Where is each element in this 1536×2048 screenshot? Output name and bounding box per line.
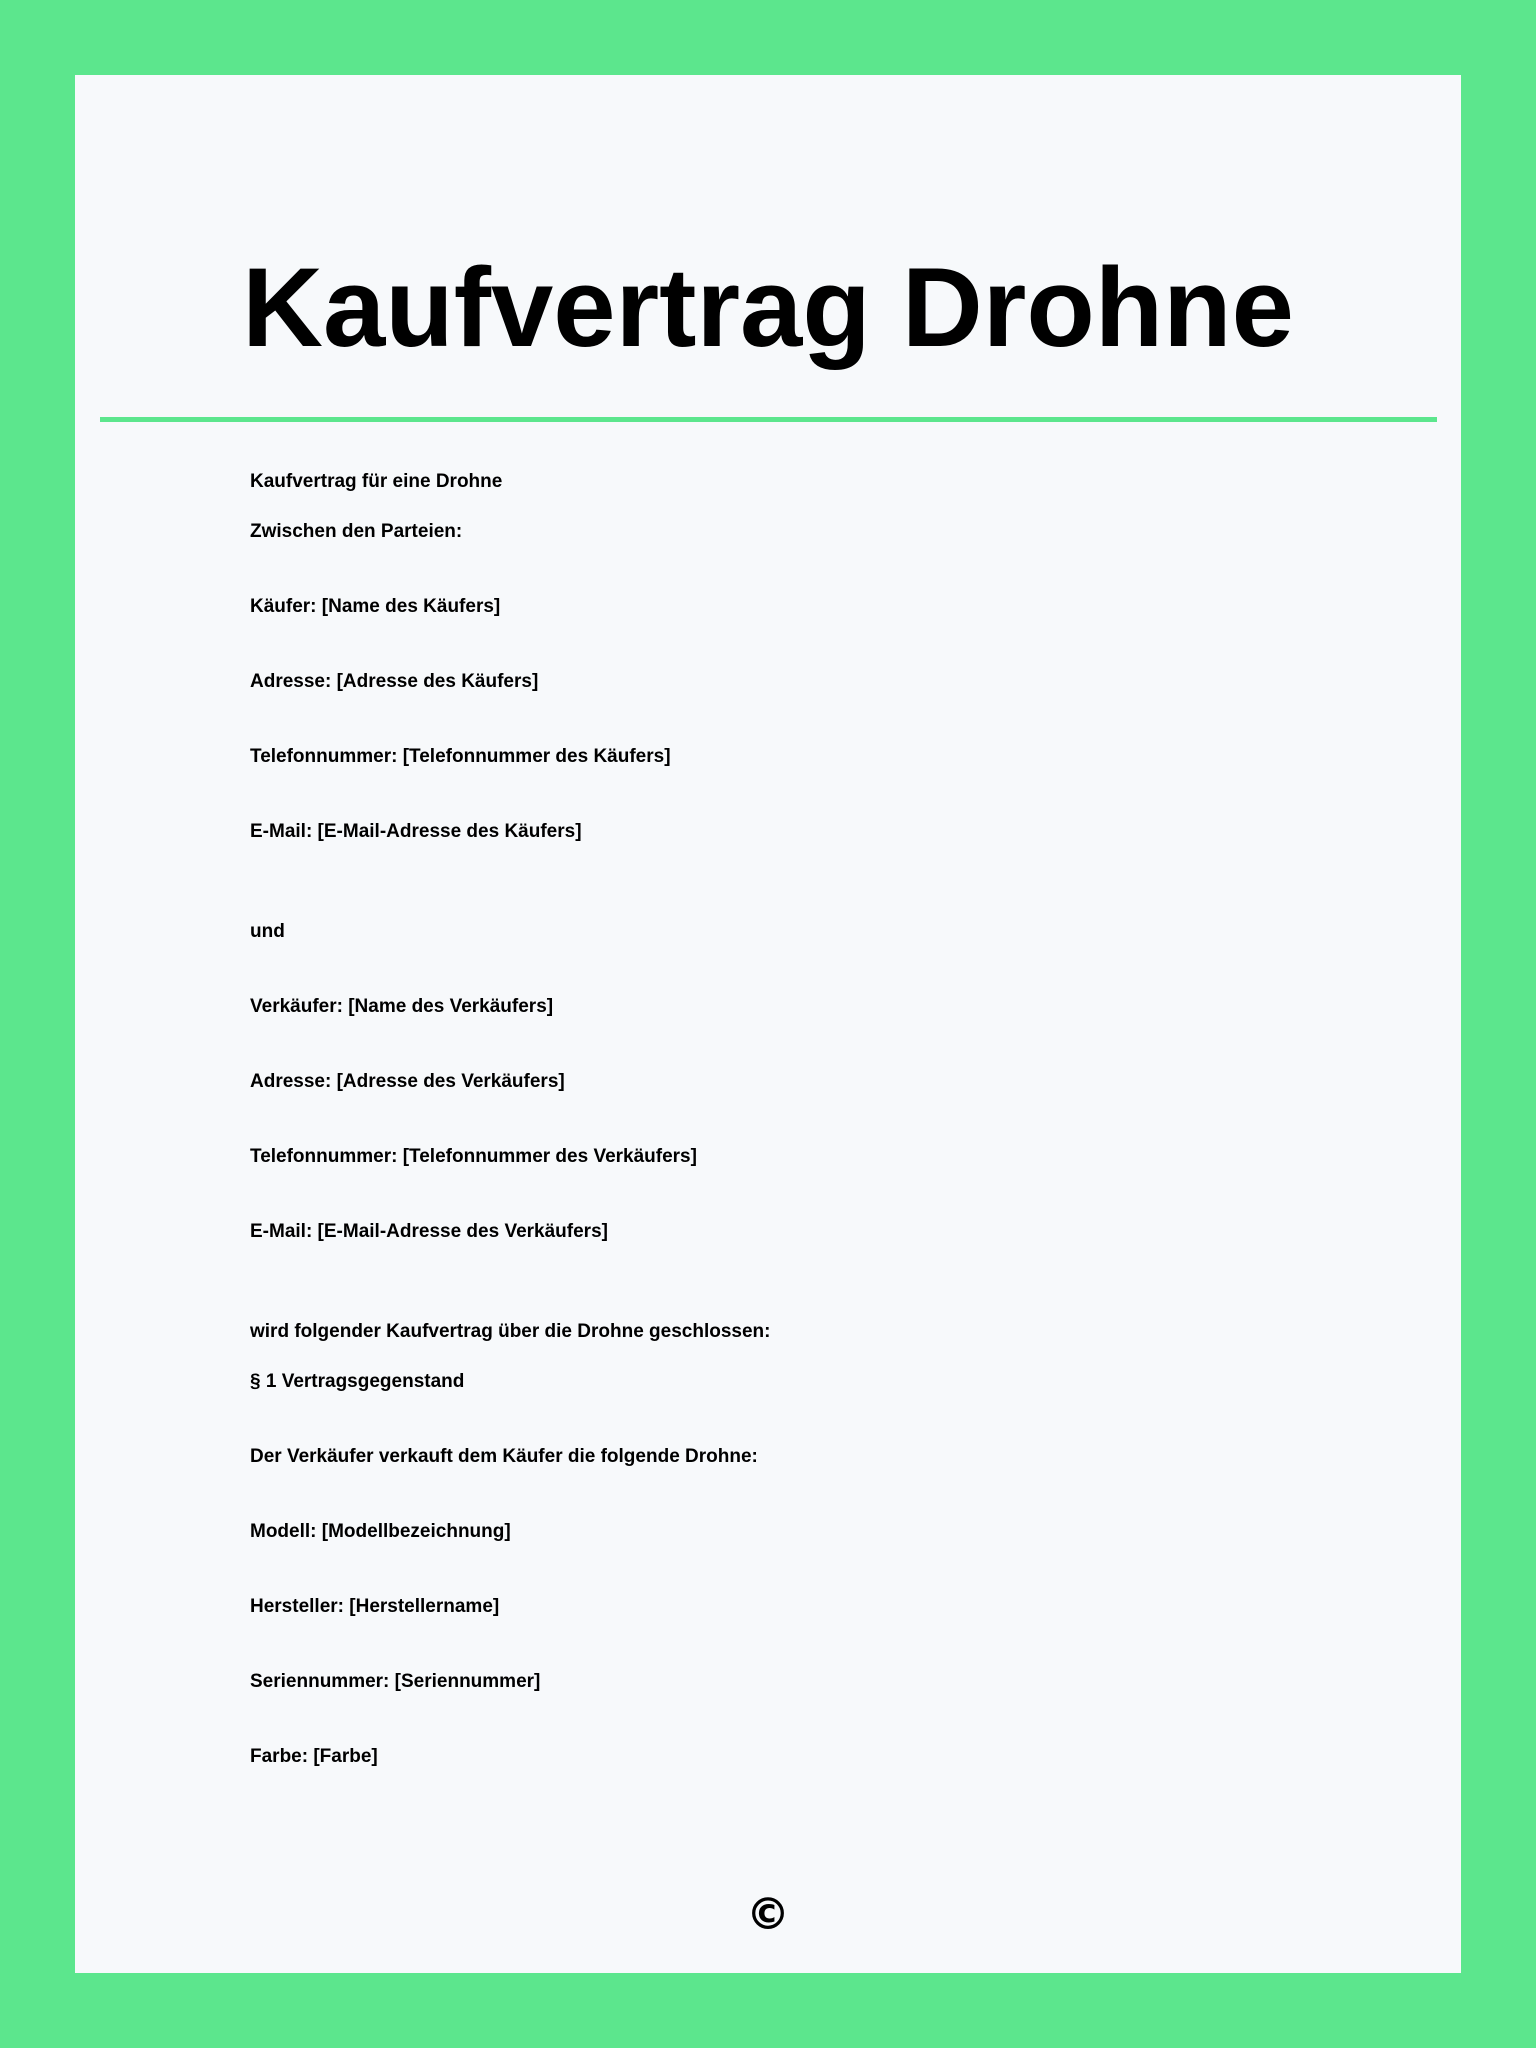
- buyer-name-line: Käufer: [Name des Käufers]: [250, 596, 501, 617]
- color-line: Farbe: [Farbe]: [250, 1746, 378, 1767]
- seller-email-line: E-Mail: [E-Mail-Adresse des Verkäufers]: [250, 1221, 608, 1242]
- conjunction-line: und: [250, 921, 285, 942]
- model-line: Modell: [Modellbezeichnung]: [250, 1521, 511, 1542]
- seller-phone-line: Telefonnummer: [Telefonnummer des Verkäufers]: [250, 1146, 697, 1167]
- buyer-address-line: Adresse: [Adresse des Käufers]: [250, 671, 539, 692]
- sale-object-line: Der Verkäufer verkauft dem Käufer die folgende Drohne:: [250, 1446, 758, 1467]
- seller-name-line: Verkäufer: [Name des Verkäufers]: [250, 996, 554, 1017]
- seller-address-line: Adresse: [Adresse des Verkäufers]: [250, 1071, 565, 1092]
- parties-intro: Zwischen den Parteien:: [250, 521, 463, 542]
- title-divider: [100, 417, 1437, 422]
- manufacturer-line: Hersteller: [Herstellername]: [250, 1596, 500, 1617]
- buyer-email-line: E-Mail: [E-Mail-Adresse des Käufers]: [250, 821, 582, 842]
- contract-intro-line: wird folgender Kaufvertrag über die Drohne geschlossen:: [250, 1321, 771, 1342]
- serial-number-line: Seriennummer: [Seriennummer]: [250, 1671, 541, 1692]
- document-title: Kaufvertrag Drohne: [242, 245, 1294, 370]
- copyright-icon: ©: [746, 1889, 790, 1940]
- buyer-phone-line: Telefonnummer: [Telefonnummer des Käufers]: [250, 746, 671, 767]
- section-1-heading: § 1 Vertragsgegenstand: [250, 1371, 465, 1392]
- contract-heading: Kaufvertrag für eine Drohne: [250, 471, 503, 492]
